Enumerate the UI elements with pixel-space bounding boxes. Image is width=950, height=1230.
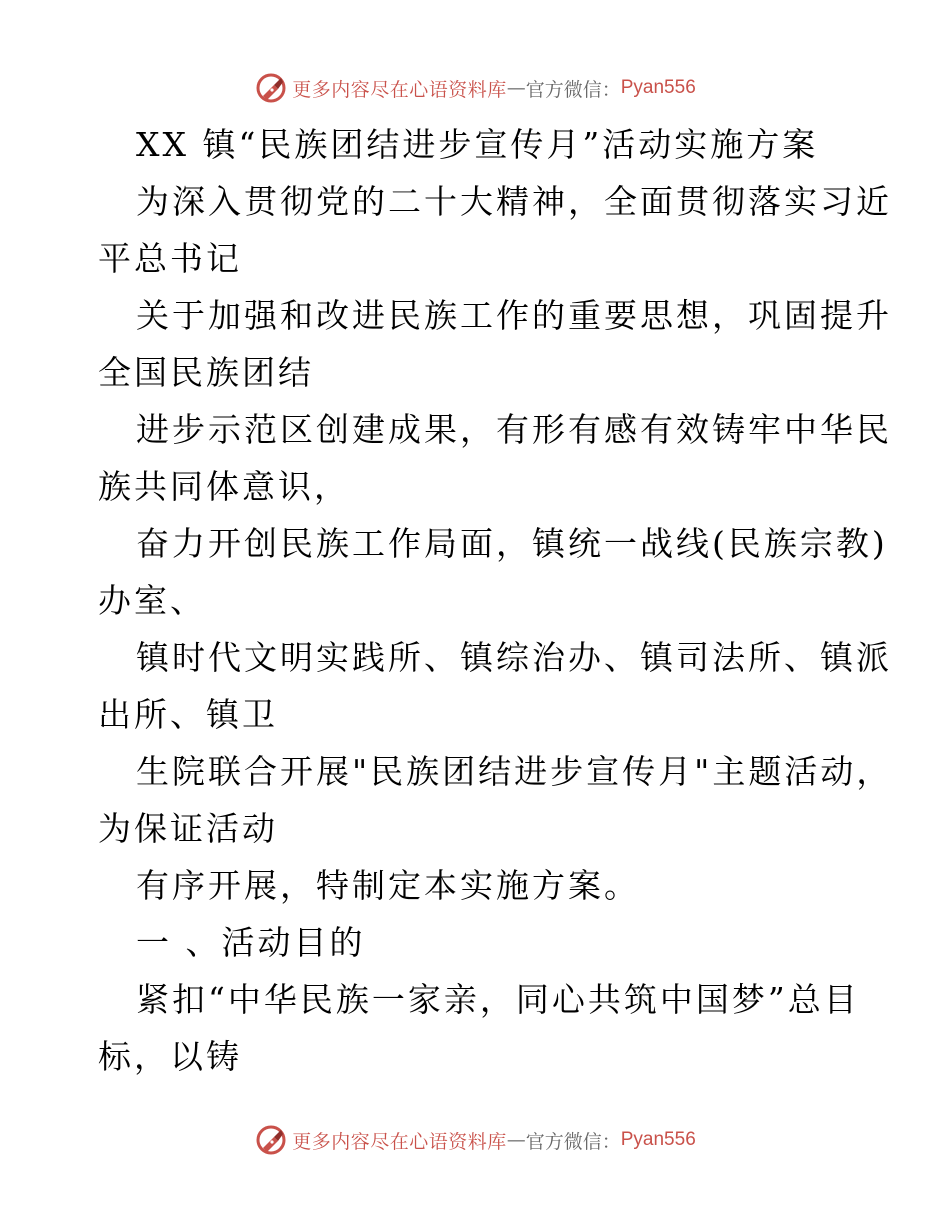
body-line: 族共同体意识，	[98, 467, 350, 506]
body-line: 镇时代文明实践所、镇综治办、镇司法所、镇派	[136, 638, 892, 677]
pen-nib-logo-icon	[254, 71, 288, 105]
body-line: 全国民族团结	[98, 353, 314, 392]
wechat-label: 官方微信：	[525, 1130, 621, 1153]
body-line: 为保证活动	[98, 809, 278, 848]
body-line: 生院联合开展"民族团结进步宣传月"主题活动，	[136, 752, 893, 791]
document-title: XX 镇“民族团结进步宣传月”活动实施方案	[136, 125, 819, 164]
body-line: 进步示范区创建成果，有形有感有效铸牢中华民	[136, 410, 892, 449]
body-line: 有序开展，特制定本实施方案。	[136, 866, 640, 905]
body-line: 奋力开创民族工作局面，镇统一战线(民族宗教)	[136, 524, 888, 563]
document-body	[98, 116, 893, 1085]
body-line: 标，以铸	[98, 1037, 242, 1076]
body-line: 出所、镇卫	[98, 695, 278, 734]
pen-nib-logo-icon	[254, 1123, 288, 1157]
body-line: 紧扣“中华民族一家亲，同心共筑中国梦”总目	[136, 980, 860, 1019]
separator-dash: —	[506, 1129, 526, 1151]
body-line: 关于加强和改进民族工作的重要思想，巩固提升	[136, 296, 892, 335]
wechat-id: Pyan556	[620, 77, 696, 98]
wechat-label: 官方微信：	[525, 78, 621, 101]
promo-text: 更多内容尽在心语资料库	[292, 78, 507, 101]
footer-watermark	[0, 1120, 950, 1160]
section-heading: 一 、活动目的	[136, 923, 366, 962]
body-line: 为深入贯彻党的二十大精神，全面贯彻落实习近	[136, 182, 892, 221]
promo-text: 更多内容尽在心语资料库	[292, 1130, 507, 1153]
header-watermark	[0, 68, 950, 108]
wechat-id: Pyan556	[620, 1129, 696, 1150]
body-line: 办室、	[98, 581, 206, 620]
separator-dash: —	[506, 77, 526, 99]
body-line: 平总书记	[98, 239, 242, 278]
